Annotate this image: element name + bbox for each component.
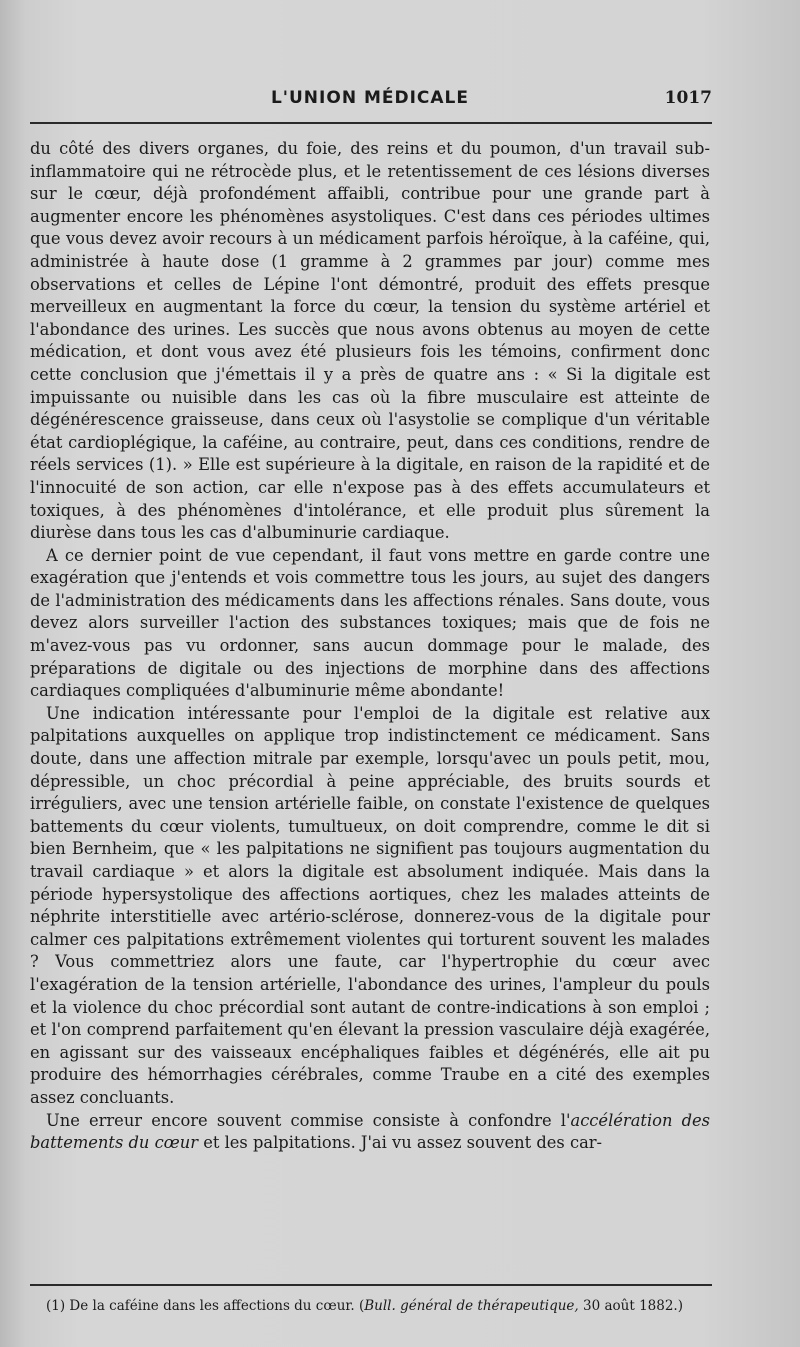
footnote xyxy=(30,1296,710,1316)
paragraph-4-start: Une erreur encore souvent commise consiste à confondre l' xyxy=(46,1110,571,1130)
running-header xyxy=(30,88,710,118)
footnote-italic: Bull. général de thérapeutique, xyxy=(364,1298,579,1314)
paragraph-4 xyxy=(30,1110,710,1155)
paragraph-3: Une indication intéressante pour l'emploi de la digitale est relative aux palpitations auxquelles on applique trop indistinctement ce médicament. Sans doute, dans une affection mitrale par exemple, lorsqu'avec un pouls petit, mou, dépressible, un choc précordial à peine appréciable, des bruits sourds et irréguliers, avec une tension artérielle faible, on constate l'existence de quelques battements du cœur violents, tumultueux, on doit comprendre, comme le dit si bien Bernheim, que « les palpitations ne signifient pas toujours augmentation du travail cardiaque » et alors la digitale est absolument indiquée. Mais dans la période hypersystolique des affections aortiques, chez les malades atteints de néphrite interstitielle avec artério-sclérose, donnerez-vous de la digitale pour calmer ces palpitations extrêmement violentes qui torturent souvent les malades ? Vous commettriez alors une faute, car l'hypertrophie du cœur avec l'exagération de la tension artérielle, l'abondance des urines, l'ampleur du pouls et la violence du choc précordial sont autant de contre-indications à son emploi ; et l'on comprend parfaitement qu'en élevant la pression vasculaire déjà exagérée, en agissant sur des vaisseaux encéphaliques faibles et dégénérés, elle ait pu produire des hémorrhagies cérébrales, comme Traube en a cité des exemples assez concluants. xyxy=(30,703,710,1107)
paragraph-4-italic: accélération des battements du cœur xyxy=(30,1110,710,1153)
footnote-end: 30 août 1882.) xyxy=(578,1298,683,1314)
paragraph-1: du côté des divers organes, du foie, des reins et du poumon, d'un travail sub-inflammatoire qui ne rétrocède plus, et le retentissement de ces lésions diverses sur le cœur, déjà profondément affaibli, contribue pour une grande part à augmenter encore les phénomènes asystoliques. C'est dans ces périodes ultimes que vous devez avoir recours à un médicament parfois héroïque, à la caféine, qui, administrée à haute dose (1 gramme à 2 grammes par jour) comme mes observations et celles de Lépine l'ont démontré, produit des effets presque merveilleux en augmentant la force du cœur, la tension du système artériel et l'abondance des urines. Les succès que nous avons obtenus au moyen de cette médication, et dont vous avez été plusieurs fois les témoins, confirment donc cette conclusion que j'émettais il y a près de quatre ans : « Si la digitale est impuissante ou nuisible dans les cas où la fibre musculaire est atteinte de dégénérescence graisseuse, dans ceux où l'asystolie se complique d'un véritable état cardioplégique, la caféine, au contraire, peut, dans ces conditions, rendre de réels services (1). » Elle est supérieure à la digitale, en raison de la rapidité et de l'innocuité de son action, car elle n'expose pas à des effets accumulateurs et toxiques, à des phénomènes d'intolérance, et elle produit plus sûrement la diurèse dans tous les cas d'albuminurie cardiaque. xyxy=(30,139,710,543)
paragraph-2: A ce dernier point de vue cependant, il faut vons mettre en garde contre une exagération que j'entends et vois commettre tous les jours, au sujet des dangers de l'administration des médicaments dans les affections rénales. Sans doute, vous devez alors surveiller l'action des substances toxiques; mais que de fois ne m'avez-vous pas vu ordonner, sans aucun dommage pour le malade, des préparations de digitale ou des injections de morphine dans des affections cardiaques compliquées d'albuminurie même abondante! xyxy=(30,545,710,701)
footnote-rule xyxy=(30,1284,712,1286)
journal-title: L'UNION MÉDICALE xyxy=(270,88,470,108)
page-number: 1017 xyxy=(664,88,712,108)
paragraph-4-end: et les palpitations. J'ai vu assez souvent des car- xyxy=(198,1133,603,1153)
body-text xyxy=(30,138,710,1155)
header-rule xyxy=(30,122,712,124)
footnote-start: (1) De la caféine dans les affections du cœur. ( xyxy=(46,1298,365,1314)
